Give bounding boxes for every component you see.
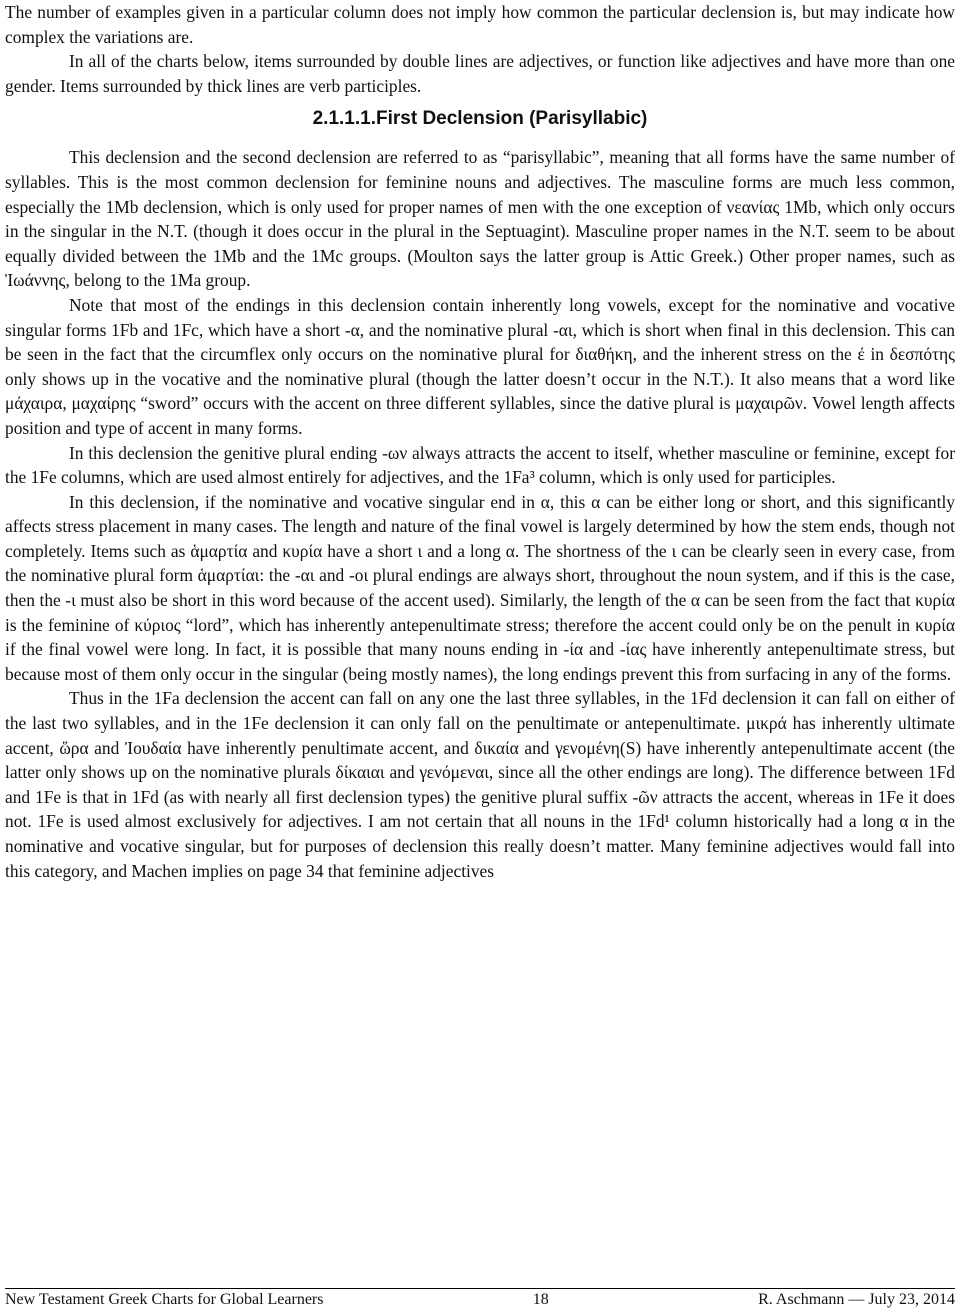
footer-title: New Testament Greek Charts for Global Learners (5, 1291, 324, 1308)
footer-page-number: 18 (532, 1291, 549, 1308)
footer-author-date: R. Aschmann — July 23, 2014 (758, 1291, 955, 1308)
body-paragraph-4: In this declension, if the nominative and vocative singular end in α, this α can be either long or short, and this significantly affects stress placement in many cases. The length and nature of the final vowel is largely determined by how the stem ends, though not completely. Items such as ἁμαρτία and κυρία have a short ι and a long α. The shortness of the ι can be clearly seen in every case, from the nominative plural form ἁμαρτίαι: the -αι and -οι plural endings are always short, throughout the noun system, and if this is the case, then the -ι must also be short in this word because of the accent used). Similarly, the length of the α can be seen from the fact that κυρία is the feminine of κύριος “lord”, which has inherently antepenultimate stress; therefore the accent could only be on the penult in κυρία if the final vowel were long. In fact, it is possible that many nouns ending in -ία and -ίας have inherently antepenultimate stress, but because most of them only occur in the singular (being mostly names), the long endings prevent this from surfacing in any of the forms. (5, 491, 955, 684)
section-heading: 2.1.1.1.First Declension (Parisyllabic) (312, 108, 648, 130)
body-paragraph-2: Note that most of the endings in this declension contain inherently long vowels, except for the nominative and vocative singular forms 1Fb and 1Fc, which have a short -α, and the nominative plural -αι, which is short when final in this declension. This can be seen in the fact that the circumflex only occurs on the nominative plural for διαθήκη, and the inherent stress on the έ in δεσπότης only shows up in the vocative and the nominative plural (though the latter doesn’t occur in the N.T.). It also means that a word like μάχαιρα, μαχαίρης “sword” occurs with the accent on three different syllables, since the dative plural is μαχαιρῶν. Vowel length affects position and type of accent in many forms. (5, 294, 955, 438)
body-paragraph-1: This declension and the second declension are referred to as “parisyllabic”, meaning that all forms have the same number of syllables. This is the most common declension for feminine nouns and adjectives. The masculine forms are much less common, especially the 1Mb declension, which is only used for proper names of men with the one exception of νεανίας 1Mb, which only occurs in the singular in the N.T. (though it does occur in the plural in the Septuagint). Masculine proper names in the N.T. seem to be about equally divided between the 1Mb and the 1Mc groups. (Moulton says the latter group is Attic Greek.) Other proper names, such as Ἰωάννης, belong to the 1Ma group. (5, 147, 955, 291)
body-paragraph-5: Thus in the 1Fa declension the accent can fall on any one the last three syllables, in the 1Fd declension it can fall on either of the last two syllables, and in the 1Fe declension it can only fall on the penultimate or antepenultimate. μικρά has inherently ultimate accent, ὥρα and Ἰουδαία have inherently penultimate accent, and δικαία and γενομένη(S) have inherently antepenultimate accent (the latter only shows up on the nominative plurals δίκαιαι and γενόμεναι, since all the other endings are long). The difference between 1Fd and 1Fe is that in 1Fd (as with nearly all first declension types) the genitive plural suffix -ῶν attracts the accent, whereas in 1Fe it does not. 1Fe is used almost exclusively for adjectives. I am not certain that all nouns in the 1Fd¹ column historically had a long α in the nominative and vocative singular, but for purposes of declension this really doesn’t matter. Many feminine adjectives would fall into this category, and Machen implies on page 34 that feminine adjectives (5, 688, 955, 881)
intro-paragraph-2: In all of the charts below, items surrounded by double lines are adjectives, or function like adjectives and have more than one gender. Items surrounded by thick lines are verb participles. (5, 51, 955, 96)
page-footer (5, 1288, 955, 1309)
intro-paragraph-1: The number of examples given in a particular column does not imply how common the particular declension is, but may indicate how complex the variations are. (5, 2, 955, 47)
body-paragraph-3: In this declension the genitive plural ending -ων always attracts the accent to itself, whether masculine or feminine, except for the 1Fe columns, which are used almost entirely for adjectives, and the 1Fa³ column, which is only used for participles. (5, 442, 955, 488)
page-body (5, 0, 955, 883)
